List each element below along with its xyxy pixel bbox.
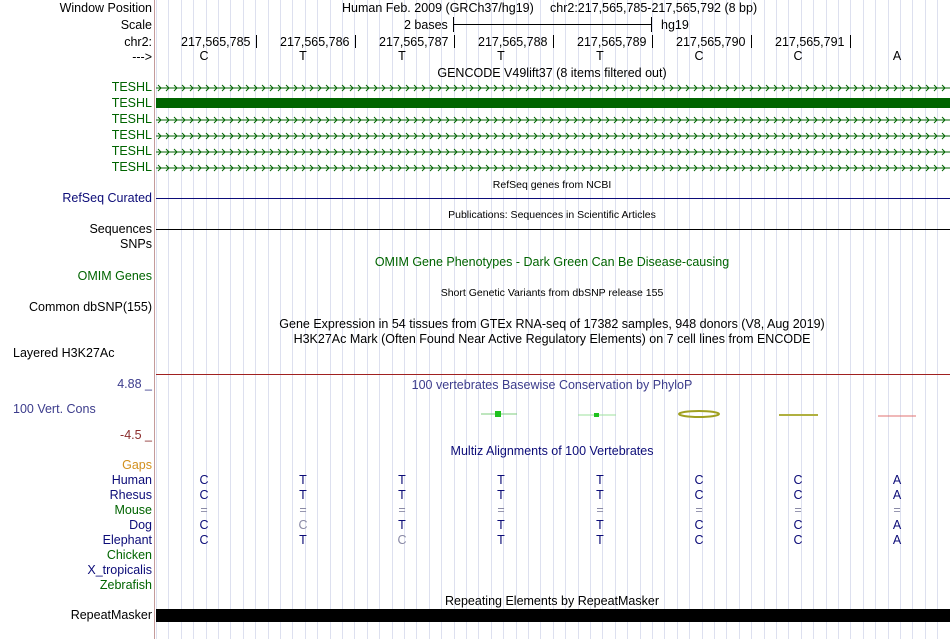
reference-base: T <box>299 49 307 63</box>
alignment-base: A <box>892 518 902 532</box>
repeat-label[interactable]: RepeatMasker <box>70 608 152 622</box>
alignment-base: T <box>596 533 604 547</box>
gencode-row-label[interactable]: TESHL <box>111 96 152 110</box>
alignment-base: = <box>299 503 307 517</box>
gencode-intron-line[interactable] <box>156 147 950 157</box>
cons-title: 100 vertebrates Basewise Conservation by PhyloP <box>411 378 693 392</box>
alignment-base: T <box>596 488 604 502</box>
position-text: chr2:217,565,785-217,565,792 (8 bp) <box>550 1 758 15</box>
gencode-intron-line[interactable] <box>156 83 950 93</box>
alignment-base: = <box>596 503 604 517</box>
grid-line <box>255 0 256 639</box>
alignment-base: T <box>299 473 307 487</box>
alignment-base: C <box>793 488 803 502</box>
alignment-base: = <box>794 503 802 517</box>
alignment-base: A <box>892 473 902 487</box>
species-label[interactable]: Human <box>111 473 152 487</box>
ruler-coordinate: 217,565,785 <box>181 35 251 49</box>
alignment-base: = <box>497 503 505 517</box>
cons-bar-5 <box>578 413 616 417</box>
ruler-tick <box>751 35 752 48</box>
refseq-title: RefSeq genes from NCBI <box>492 179 612 191</box>
reference-base: T <box>596 49 604 63</box>
reference-base: A <box>892 49 902 63</box>
alignment-base: C <box>397 533 407 547</box>
gencode-intron-line[interactable] <box>156 163 950 173</box>
pubs-title: Publications: Sequences in Scientific Articles <box>448 209 656 221</box>
alignment-base: T <box>299 488 307 502</box>
ruler-coordinate: 217,565,788 <box>478 35 548 49</box>
omim-title: OMIM Gene Phenotypes - Dark Green Can Be Disease-causing <box>374 255 730 269</box>
alignment-base: C <box>793 533 803 547</box>
alignment-base: C <box>694 488 704 502</box>
alignment-base: C <box>199 518 209 532</box>
alignment-base: C <box>199 533 209 547</box>
alignment-base: = <box>893 503 901 517</box>
grid-line <box>156 0 157 639</box>
alignment-base: T <box>497 518 505 532</box>
alignment-base: C <box>694 518 704 532</box>
cons-graph <box>156 400 950 430</box>
gencode-row-label[interactable]: TESHL <box>111 128 152 142</box>
gencode-intron-line[interactable] <box>156 131 950 141</box>
h3k27ac-title: H3K27Ac Mark (Often Found Near Active Regulatory Elements) on 7 cell lines from ENCODE <box>293 332 811 346</box>
alignment-base: T <box>497 488 505 502</box>
ruler-coordinate: 217,565,790 <box>676 35 746 49</box>
dbsnp-title: Short Genetic Variants from dbSNP release 155 <box>440 287 664 299</box>
h3k27ac-baseline <box>156 374 950 375</box>
assembly-title: Human Feb. 2009 (GRCh37/hg19) <box>342 1 534 15</box>
alignment-base: C <box>793 518 803 532</box>
grid-line <box>888 0 889 639</box>
dbsnp-label[interactable]: Common dbSNP(155) <box>29 300 152 314</box>
alignment-base: T <box>398 518 406 532</box>
gtex-title: Gene Expression in 54 tissues from GTEx RNA-seq of 17382 samples, 948 donors (V8, Aug 2019) <box>279 317 825 331</box>
pubs-label[interactable]: Sequences <box>89 222 152 236</box>
reference-base: T <box>398 49 406 63</box>
alignment-base: C <box>793 473 803 487</box>
reference-base: C <box>694 49 704 63</box>
species-label[interactable]: Rhesus <box>109 488 152 502</box>
alignment-base: T <box>398 488 406 502</box>
grid-line <box>193 0 194 639</box>
alignment-base: T <box>497 533 505 547</box>
grid-line <box>243 0 244 639</box>
reference-base: T <box>497 49 505 63</box>
grid-line <box>925 0 926 639</box>
h3k27ac-label[interactable]: Layered H3K27Ac <box>13 346 115 360</box>
species-label[interactable]: Elephant <box>102 533 152 547</box>
grid-line <box>181 0 182 639</box>
window-position-label: Window Position <box>59 1 152 15</box>
grid-line <box>838 0 839 639</box>
grid-line <box>863 0 864 639</box>
alignment-base: C <box>199 473 209 487</box>
species-label[interactable]: X_tropicalis <box>87 563 152 577</box>
ruler-tick <box>652 35 653 48</box>
scale-label: Scale <box>120 18 152 32</box>
scale-text: 2 bases <box>404 18 448 32</box>
snps-label[interactable]: SNPs <box>120 237 152 251</box>
ruler-tick <box>553 35 554 48</box>
alignment-base: = <box>200 503 208 517</box>
grid-line <box>875 0 876 639</box>
grid-line <box>168 0 169 639</box>
alignment-base: T <box>497 473 505 487</box>
grid-line <box>850 0 851 639</box>
grid-line <box>230 0 231 639</box>
pubs-line <box>156 229 950 230</box>
repeat-block[interactable] <box>156 609 950 622</box>
gencode-intron-line[interactable] <box>156 115 950 125</box>
gencode-exon-block[interactable] <box>156 98 950 108</box>
multiz-title: Multiz Alignments of 100 Vertebrates <box>450 444 654 458</box>
label-divider <box>154 0 155 639</box>
scale-db: hg19 <box>661 18 689 32</box>
ruler-coordinate: 217,565,786 <box>280 35 350 49</box>
ruler-coordinate: 217,565,789 <box>577 35 647 49</box>
chrom-label: chr2: <box>124 35 152 49</box>
alignment-base: T <box>596 473 604 487</box>
grid-line <box>268 0 269 639</box>
alignment-base: T <box>398 473 406 487</box>
cons-min: -4.5 _ <box>120 428 152 442</box>
ruler-coordinate: 217,565,791 <box>775 35 845 49</box>
alignment-base: = <box>695 503 703 517</box>
species-label[interactable]: Zebrafish <box>99 578 152 592</box>
scale-bar <box>453 17 652 32</box>
grid-line <box>937 0 938 639</box>
ruler-coordinate: 217,565,787 <box>379 35 449 49</box>
gencode-title: GENCODE V49lift37 (8 items filtered out) <box>437 66 667 80</box>
alignment-base: T <box>596 518 604 532</box>
alignment-base: T <box>299 533 307 547</box>
gencode-row-label[interactable]: TESHL <box>111 144 152 158</box>
arrow-label: ---> <box>132 50 152 64</box>
cons-bar-4 <box>481 411 517 417</box>
gencode-row-label[interactable]: TESHL <box>111 80 152 94</box>
alignment-base: C <box>694 473 704 487</box>
gencode-row-label[interactable]: TESHL <box>111 112 152 126</box>
ruler-tick <box>454 35 455 48</box>
ruler-tick <box>355 35 356 48</box>
refseq-label[interactable]: RefSeq Curated <box>62 191 152 205</box>
grid-line <box>912 0 913 639</box>
omim-label[interactable]: OMIM Genes <box>77 269 152 283</box>
cons-label[interactable]: 100 Vert. Cons <box>13 402 96 416</box>
cons-bar-6 <box>679 411 719 417</box>
alignment-base: C <box>298 518 308 532</box>
gaps-label[interactable]: Gaps <box>122 458 152 472</box>
reference-base: C <box>199 49 209 63</box>
species-label[interactable]: Dog <box>129 518 152 532</box>
reference-base: C <box>793 49 803 63</box>
species-label[interactable]: Mouse <box>114 503 152 517</box>
cons-max: 4.88 _ <box>117 377 152 391</box>
alignment-base: C <box>694 533 704 547</box>
refseq-line <box>156 198 950 199</box>
alignment-base: A <box>892 488 902 502</box>
ruler-tick <box>256 35 257 48</box>
repeat-title: Repeating Elements by RepeatMasker <box>444 594 660 608</box>
alignment-base: C <box>199 488 209 502</box>
grid-line <box>218 0 219 639</box>
ruler-tick <box>850 35 851 48</box>
alignment-base: A <box>892 533 902 547</box>
alignment-base: = <box>398 503 406 517</box>
gencode-row-label[interactable]: TESHL <box>111 160 152 174</box>
grid-line <box>826 0 827 639</box>
species-label[interactable]: Chicken <box>106 548 152 562</box>
